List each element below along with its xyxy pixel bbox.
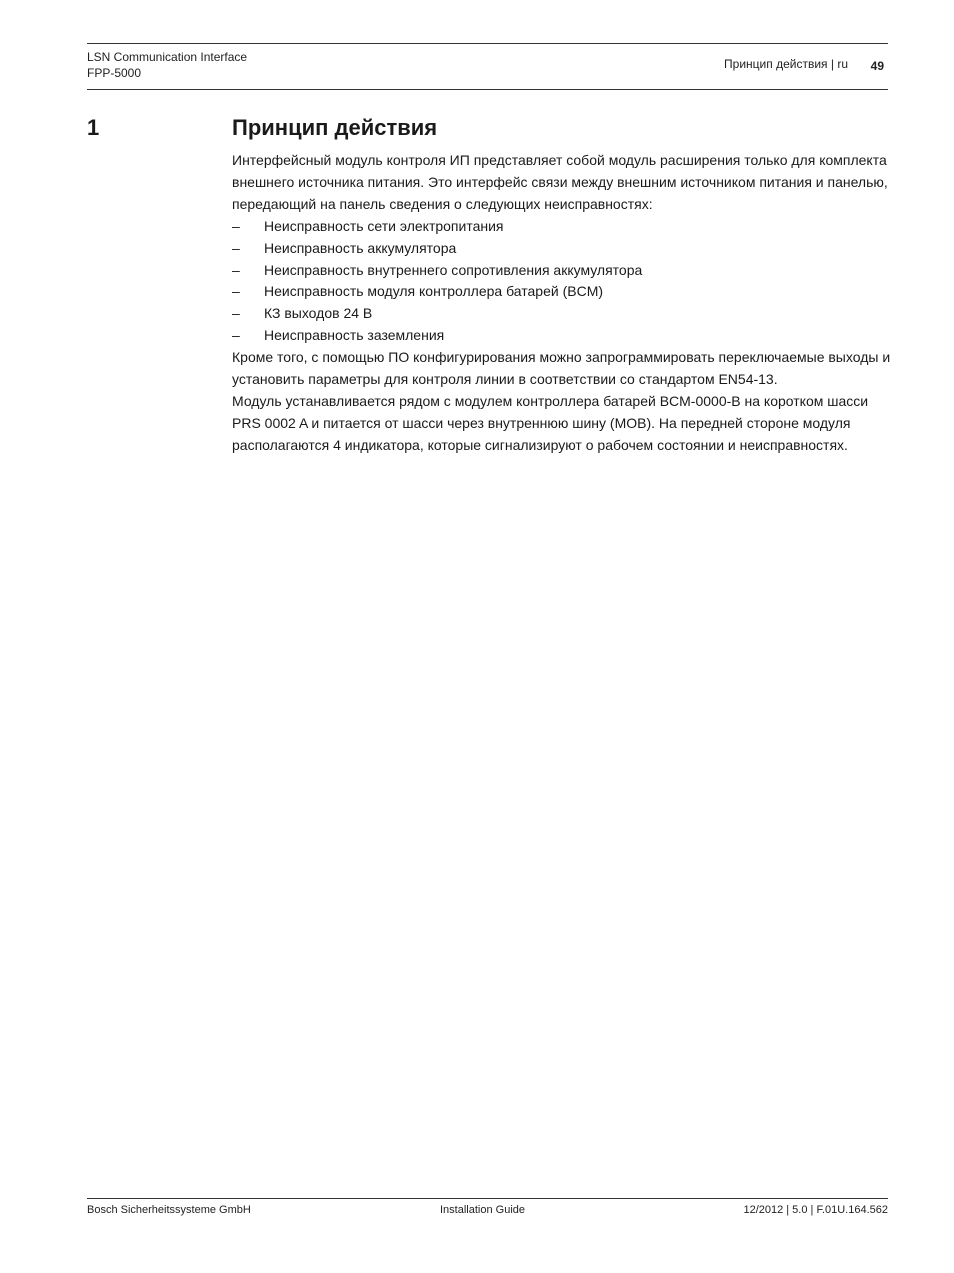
- footer-doc-type: Installation Guide: [440, 1204, 525, 1216]
- header-product-model: FPP-5000: [87, 66, 142, 80]
- list-item: [232, 238, 892, 260]
- list-item-text: Неисправность заземления: [264, 327, 445, 344]
- chapter-title: Принцип действия: [232, 115, 438, 140]
- chapter-number: 1: [87, 115, 100, 140]
- list-item: [232, 281, 892, 303]
- list-item-text: Неисправность сети электропитания: [264, 217, 504, 234]
- configuration-paragraph: Кроме того, с помощью ПО конфигурирования можно запрограммировать переключаемые выходы и установить параметры для контроля линии в соответствии со стандартом EN54-13.: [232, 349, 891, 388]
- page-number: 49: [870, 59, 884, 73]
- footer-doc-reference: 12/2012 | 5.0 | F.01U.164.562: [743, 1204, 888, 1216]
- list-bullet: –: [232, 239, 240, 256]
- installation-paragraph: Модуль устанавливается рядом с модулем контроллера батарей BCM-0000-B на коротком шасси PRS 0002 A и питается от шасси через внутреннюю шину (MOB). На передней стороне модуля располагаются 4 индикатора, которые сигнализируют о рабочем состоянии и неисправностях.: [232, 392, 869, 453]
- footer-company: Bosch Sicherheitssysteme GmbH: [87, 1204, 251, 1216]
- header-product-name: LSN Communication Interface: [87, 50, 248, 64]
- list-item-text: Неисправность внутреннего сопротивления аккумулятора: [264, 261, 643, 278]
- list-bullet: –: [232, 305, 240, 322]
- list-item-text: КЗ выходов 24 В: [264, 305, 373, 322]
- list-bullet: –: [232, 327, 240, 344]
- header-bottom-rule: [87, 89, 888, 90]
- list-item: [232, 216, 892, 238]
- intro-paragraph: Интерфейсный модуль контроля ИП представляет собой модуль расширения только для комплекта внешнего источника питания. Это интерфейс связи между внешним источником питания и панелью, передающий на панель сведения о следующих неисправностях:: [232, 152, 888, 212]
- list-item: [232, 260, 892, 282]
- header-top-rule: [87, 43, 888, 44]
- list-item: [232, 325, 892, 347]
- list-bullet: –: [232, 261, 240, 278]
- list-bullet: –: [232, 217, 240, 234]
- footer-rule: [87, 1198, 888, 1199]
- chapter-body: [232, 150, 892, 457]
- list-item-text: Неисправность аккумулятора: [264, 239, 457, 256]
- list-bullet: –: [232, 283, 240, 300]
- list-item: [232, 303, 892, 325]
- fault-list: [232, 216, 892, 347]
- list-item-text: Неисправность модуля контроллера батарей (BCM): [264, 283, 604, 300]
- header-section-label: Принцип действия | ru: [724, 57, 848, 71]
